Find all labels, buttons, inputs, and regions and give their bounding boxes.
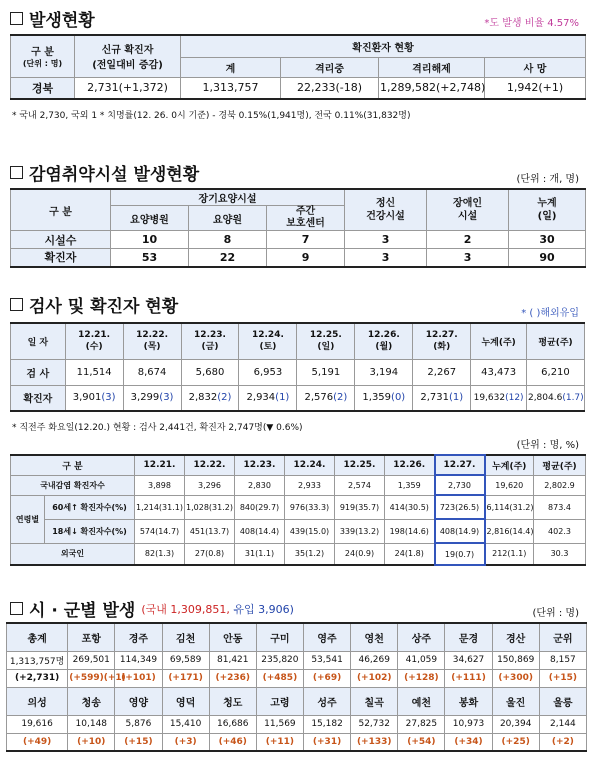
city-head: 성주: [303, 687, 350, 715]
domestic-label: 국내감염 확진자수: [11, 475, 135, 495]
day-cell: 12.24.: [285, 455, 335, 475]
tests-cell: 6,210: [526, 359, 584, 385]
date-header: 일 자: [11, 323, 66, 359]
city-value: 8,157: [539, 651, 586, 669]
date-cell: 12.24. (토): [239, 323, 297, 359]
over60-cell: 919(35.7): [335, 495, 385, 519]
day-cell: 12.22.: [185, 455, 235, 475]
over60-cell: 873.4: [534, 495, 586, 519]
city-increase: (+128): [398, 669, 445, 687]
facility-cases-label: 확진자: [11, 249, 111, 267]
under18-cell: 408(14.9): [435, 519, 485, 543]
section1-title: 발생현황: [29, 11, 95, 31]
city-increase: (+15): [539, 669, 586, 687]
under18-cell: 198(14.6): [385, 519, 435, 543]
domestic-cell: 3,296: [185, 475, 235, 495]
facility-cell: 7: [267, 231, 345, 249]
city-head: 영천: [351, 623, 398, 651]
isolation-header: 격리중: [281, 57, 379, 77]
city-value: 19,616: [7, 715, 68, 733]
day-cell: 12.25.: [335, 455, 385, 475]
detail-table: [10, 454, 586, 566]
tests-cell: 8,674: [123, 359, 181, 385]
city-increase: (+11): [256, 733, 303, 751]
city-head: 청송: [68, 687, 115, 715]
nursing-home-header: 요양원: [189, 206, 267, 231]
detail-gubun-header: 구 분: [11, 455, 135, 475]
section2-title: 감염취약시설 발생현황: [29, 165, 200, 185]
foreigner-cell: 24(1.8): [385, 543, 435, 565]
city-head: 예천: [398, 687, 445, 715]
checkbox-square-icon: [10, 602, 23, 615]
city-head: 군위: [539, 623, 586, 651]
city-increase: (+485): [256, 669, 303, 687]
city-value: 34,627: [445, 651, 492, 669]
mental-health-header: 정신 건강시설: [345, 189, 427, 231]
cases-label: 확진자: [11, 385, 66, 411]
weekly-avg-header: 평균(주): [526, 323, 584, 359]
section3-unit: (단위 : 명, %): [516, 440, 579, 451]
section4-unit: (단위 : 명): [532, 608, 579, 619]
city-head: 청도: [209, 687, 256, 715]
city-increase: (+236): [209, 669, 256, 687]
city-increase: (+111): [445, 669, 492, 687]
checkbox-square-icon: [10, 298, 23, 311]
facility-cell: 90: [509, 249, 586, 267]
city-increase: (+599)(+1): [68, 669, 115, 687]
facility-count-label: 시설수: [11, 231, 111, 249]
checkbox-square-icon: [10, 166, 23, 179]
city-increase: (+34): [445, 733, 492, 751]
over60-cell: 6,114(31.2): [485, 495, 534, 519]
tests-cell: 5,191: [297, 359, 355, 385]
city-head: 문경: [445, 623, 492, 651]
city-value: 41,059: [398, 651, 445, 669]
day-cell: 12.27.: [435, 455, 485, 475]
long-term-care-header: 장기요양시설: [111, 189, 345, 206]
city-increase: (+102): [351, 669, 398, 687]
under18-cell: 408(14.4): [235, 519, 285, 543]
facility-cell: 3: [345, 249, 427, 267]
city-head: 구미: [256, 623, 303, 651]
release-value: 1,289,582(+2,748): [379, 77, 485, 99]
city-head: 봉화: [445, 687, 492, 715]
section2-heading: [10, 160, 199, 185]
domestic-cell: 2,730: [435, 475, 485, 495]
under18-cell: 574(14.7): [135, 519, 185, 543]
domestic-cell: 2,802.9: [534, 475, 586, 495]
city-head: 총계: [7, 623, 68, 651]
city-head: 울진: [492, 687, 539, 715]
date-cell: 12.21. (수): [65, 323, 123, 359]
tests-cell: 2,267: [413, 359, 471, 385]
death-header: 사 망: [485, 57, 586, 77]
under18-cell: 339(13.2): [335, 519, 385, 543]
city-increase: (+171): [162, 669, 209, 687]
city-head: 포항: [68, 623, 115, 651]
city-value: 11,569: [256, 715, 303, 733]
cases-cell: 19,632(12): [471, 385, 527, 411]
over60-cell: 1,214(31.1): [135, 495, 185, 519]
city-increase: (+2): [539, 733, 586, 751]
disabled-facility-header: 장애인 시설: [427, 189, 509, 231]
foreigner-cell: 82(1.3): [135, 543, 185, 565]
city-increase: (+3): [162, 733, 209, 751]
city-increase: (+2,731): [7, 669, 68, 687]
facility-cell: 8: [189, 231, 267, 249]
total-value: 1,313,757: [181, 77, 281, 99]
city-value: 5,876: [115, 715, 162, 733]
city-value: 15,182: [303, 715, 350, 733]
facility-cell: 53: [111, 249, 189, 267]
tests-cell: 43,473: [471, 359, 527, 385]
foreigner-label: 외국인: [11, 543, 135, 565]
city-increase: (+10): [68, 733, 115, 751]
city-head: 의성: [7, 687, 68, 715]
section3-title: 검사 및 확진자 현황: [29, 297, 179, 317]
test-table: [10, 322, 585, 412]
city-increase: (+300): [492, 669, 539, 687]
city-head: 안동: [209, 623, 256, 651]
age-label: 연령별: [11, 495, 45, 543]
over60-cell: 414(30.5): [385, 495, 435, 519]
cases-cell: 2,832(2): [181, 385, 239, 411]
city-head: 상주: [398, 623, 445, 651]
city-value: 53,541: [303, 651, 350, 669]
weekly-total-header: 누계(주): [471, 323, 527, 359]
over60-label: 60세↑ 확진자수(%): [45, 495, 135, 519]
city-head: 경주: [115, 623, 162, 651]
city-value: 1,313,757명: [7, 651, 68, 669]
domestic-cell: 2,933: [285, 475, 335, 495]
nursing-hospital-header: 요양병원: [111, 206, 189, 231]
outbreak-table: [10, 34, 586, 100]
cases-cell: 2,731(1): [413, 385, 471, 411]
city-head: 고령: [256, 687, 303, 715]
city-increase: (+31): [303, 733, 350, 751]
city-value: 2,144: [539, 715, 586, 733]
foreigner-cell: 35(1.2): [285, 543, 335, 565]
city-increase: (+133): [351, 733, 398, 751]
cases-cell: 2,576(2): [297, 385, 355, 411]
under18-cell: 402.3: [534, 519, 586, 543]
facility-table: [10, 188, 586, 268]
new-cases-value: 2,731(+1,372): [75, 77, 181, 99]
cases-cell: 2,804.6(1.7): [526, 385, 584, 411]
city-increase: (+101): [115, 669, 162, 687]
city-increase: (+54): [398, 733, 445, 751]
new-cases-header: 신규 확진자 (전일대비 증감): [75, 35, 181, 77]
city-increase: (+46): [209, 733, 256, 751]
imported-total: 유입 3,906): [233, 602, 294, 616]
under18-cell: 451(13.7): [185, 519, 235, 543]
city-increase: (+49): [7, 733, 68, 751]
section2-unit: (단위 : 개, 명): [516, 174, 579, 185]
date-cell: 12.27. (화): [413, 323, 471, 359]
section4-title: 시 · 군별 발생: [29, 601, 136, 621]
facility-cell: 9: [267, 249, 345, 267]
section1-heading: [10, 6, 95, 31]
isolation-value: 22,233(-18): [281, 77, 379, 99]
foreigner-cell: 31(1.1): [235, 543, 285, 565]
domestic-cell: 19,620: [485, 475, 534, 495]
cases-cell: 1,359(0): [355, 385, 413, 411]
day-cell: 평균(주): [534, 455, 586, 475]
domestic-cell: 1,359: [385, 475, 435, 495]
tests-label: 검 사: [11, 359, 66, 385]
section3-footnote: * 직전주 화요일(12.20.) 현황 : 검사 2,441건, 확진자 2,747명(▼ 0.6%): [12, 423, 303, 433]
foreigner-cell: 30.3: [534, 543, 586, 565]
date-cell: 12.25. (일): [297, 323, 355, 359]
total-header: 계: [181, 57, 281, 77]
gubun-header: 구 분 (단위 : 명): [11, 35, 75, 77]
domestic-total: (국내 1,309,851,: [141, 602, 230, 616]
foreigner-cell: 19(0.7): [435, 543, 485, 565]
tests-cell: 6,953: [239, 359, 297, 385]
section1-note: *도 발생 비율 4.57%: [484, 18, 579, 29]
section1-footnote: * 국내 2,730, 국외 1 * 치명률(12. 26. 0시 기준) - 경북 0.15%(1,941명), 전국 0.11%(31,832명): [12, 111, 411, 121]
city-value: 69,589: [162, 651, 209, 669]
city-increase: (+69): [303, 669, 350, 687]
region-label: 경북: [11, 77, 75, 99]
city-value: 15,410: [162, 715, 209, 733]
city-value: 16,686: [209, 715, 256, 733]
over60-cell: 1,028(31.2): [185, 495, 235, 519]
city-value: 46,269: [351, 651, 398, 669]
over60-cell: 840(29.7): [235, 495, 285, 519]
status-header: 확진환자 현황: [181, 35, 586, 57]
day-cell: 12.21.: [135, 455, 185, 475]
checkbox-square-icon: [10, 12, 23, 25]
city-head: 영덕: [162, 687, 209, 715]
city-value: 10,148: [68, 715, 115, 733]
section4-heading: [10, 596, 294, 621]
death-value: 1,942(+1): [485, 77, 586, 99]
facility-cell: 3: [427, 249, 509, 267]
city-head: 영주: [303, 623, 350, 651]
over60-cell: 976(33.3): [285, 495, 335, 519]
city-value: 27,825: [398, 715, 445, 733]
release-header: 격리해제: [379, 57, 485, 77]
foreigner-cell: 24(0.9): [335, 543, 385, 565]
facility-gubun-header: 구 분: [11, 189, 111, 231]
under18-cell: 439(15.0): [285, 519, 335, 543]
cumulative-header: 누계 (일): [509, 189, 586, 231]
city-value: 114,349: [115, 651, 162, 669]
date-cell: 12.22. (목): [123, 323, 181, 359]
city-value: 20,394: [492, 715, 539, 733]
city-increase: (+25): [492, 733, 539, 751]
domestic-cell: 3,898: [135, 475, 185, 495]
section3-heading: [10, 292, 178, 317]
foreigner-cell: 212(1.1): [485, 543, 534, 565]
under18-label: 18세↓ 확진자수(%): [45, 519, 135, 543]
city-value: 235,820: [256, 651, 303, 669]
tests-cell: 11,514: [65, 359, 123, 385]
date-cell: 12.23. (금): [181, 323, 239, 359]
facility-cell: 3: [345, 231, 427, 249]
domestic-cell: 2,830: [235, 475, 285, 495]
city-value: 269,501: [68, 651, 115, 669]
city-head: 경산: [492, 623, 539, 651]
tests-cell: 3,194: [355, 359, 413, 385]
city-value: 52,732: [351, 715, 398, 733]
city-increase: (+15): [115, 733, 162, 751]
city-value: 81,421: [209, 651, 256, 669]
cases-cell: 2,934(1): [239, 385, 297, 411]
day-cell: 누계(주): [485, 455, 534, 475]
over60-cell: 723(26.5): [435, 495, 485, 519]
under18-cell: 2,816(14.4): [485, 519, 534, 543]
section3-note: * ( )해외유입: [521, 308, 579, 319]
facility-cell: 22: [189, 249, 267, 267]
city-head: 칠곡: [351, 687, 398, 715]
city-table: [6, 622, 587, 752]
city-value: 150,869: [492, 651, 539, 669]
cases-cell: 3,901(3): [65, 385, 123, 411]
city-head: 영양: [115, 687, 162, 715]
day-cell: 12.26.: [385, 455, 435, 475]
facility-cell: 30: [509, 231, 586, 249]
facility-cell: 2: [427, 231, 509, 249]
tests-cell: 5,680: [181, 359, 239, 385]
facility-cell: 10: [111, 231, 189, 249]
city-head: 김천: [162, 623, 209, 651]
city-head: 울릉: [539, 687, 586, 715]
city-value: 10,973: [445, 715, 492, 733]
day-cell: 12.23.: [235, 455, 285, 475]
domestic-cell: 2,574: [335, 475, 385, 495]
date-cell: 12.26. (월): [355, 323, 413, 359]
foreigner-cell: 27(0.8): [185, 543, 235, 565]
day-care-header: 주간 보호센터: [267, 206, 345, 231]
cases-cell: 3,299(3): [123, 385, 181, 411]
